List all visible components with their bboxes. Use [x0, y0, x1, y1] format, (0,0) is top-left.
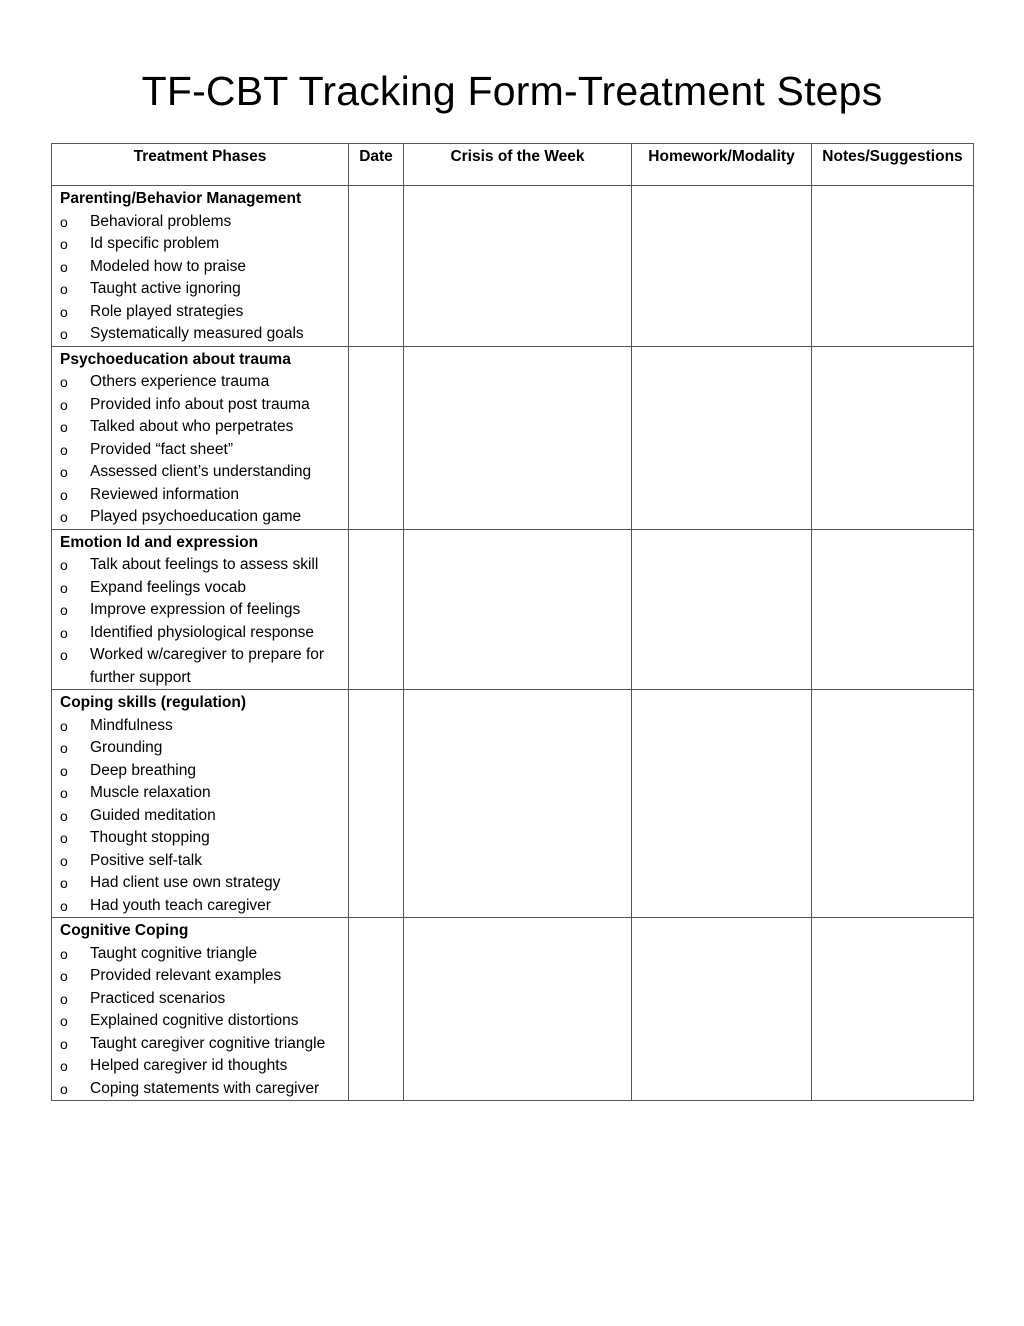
phase-heading: Emotion Id and expression [60, 533, 259, 551]
step-label: Talk about feelings to assess skill [90, 556, 319, 573]
list-item [60, 737, 348, 760]
list-item [60, 211, 348, 234]
checkbox-bullet-icon: o [60, 897, 68, 914]
list-item [60, 278, 348, 301]
column-header-notes-suggestions: Notes/Suggestions [812, 144, 974, 186]
list-item [60, 1078, 348, 1101]
table-row [52, 346, 974, 529]
phase-heading: Cognitive Coping [60, 922, 189, 939]
step-label: Guided meditation [90, 806, 216, 824]
column-header-treatment-phases: Treatment Phases [52, 144, 349, 186]
list-item [60, 872, 348, 895]
treatment-phase-cell [52, 690, 349, 918]
list-item [60, 256, 348, 279]
checkbox-bullet-icon: o [60, 1080, 68, 1097]
step-label: Coping statements with caregiver [90, 1079, 320, 1097]
step-label: Talked about who perpetrates [90, 418, 294, 435]
list-item [60, 895, 348, 918]
checkbox-bullet-icon: o [60, 1013, 68, 1029]
phase-step-list [60, 554, 348, 689]
list-item [60, 394, 348, 417]
phase-step-list [60, 371, 348, 529]
notes-suggestions-cell[interactable] [812, 690, 974, 918]
header-row [52, 144, 974, 186]
step-label: Helped caregiver id thoughts [90, 1057, 288, 1074]
homework-modality-cell[interactable] [632, 690, 812, 918]
checkbox-bullet-icon: o [60, 486, 68, 503]
checkbox-bullet-icon: o [60, 852, 68, 869]
checkbox-bullet-icon: o [60, 258, 68, 275]
step-label: Thought stopping [90, 829, 210, 846]
step-label: Others experience trauma [90, 373, 270, 390]
checkbox-bullet-icon: o [60, 762, 68, 779]
phase-step-list [60, 715, 348, 918]
step-label: Taught active ignoring [90, 280, 241, 297]
list-item [60, 805, 348, 828]
list-item [60, 599, 348, 622]
list-item [60, 461, 348, 484]
column-header-homework-modality: Homework/Modality [632, 144, 812, 186]
notes-suggestions-cell[interactable] [812, 186, 974, 347]
date-cell[interactable] [349, 690, 404, 918]
list-item [60, 965, 348, 988]
checkbox-bullet-icon: o [60, 945, 68, 962]
treatment-phase-cell [52, 918, 349, 1101]
step-label: Assessed client’s understanding [90, 463, 312, 480]
phase-heading: Parenting/Behavior Management [60, 190, 302, 207]
step-label: Had client use own strategy [90, 874, 281, 891]
table-row [52, 690, 974, 918]
checkbox-bullet-icon: o [60, 396, 68, 413]
homework-modality-cell[interactable] [632, 918, 812, 1101]
step-label: Id specific problem [90, 235, 220, 252]
step-label: Taught caregiver cognitive triangle [90, 1034, 326, 1052]
step-label: Positive self-talk [90, 851, 202, 869]
treatment-phase-cell [52, 529, 349, 690]
checkbox-bullet-icon: o [60, 419, 68, 435]
checkbox-bullet-icon: o [60, 1035, 68, 1052]
checkbox-bullet-icon: o [60, 647, 68, 663]
crisis-of-the-week-cell[interactable] [404, 186, 632, 347]
step-label: Provided “fact sheet” [90, 440, 234, 458]
step-label: Had youth teach caregiver [90, 896, 271, 914]
step-label: Improve expression of feelings [90, 601, 301, 618]
checkbox-bullet-icon: o [60, 236, 68, 252]
list-item [60, 371, 348, 394]
checkbox-bullet-icon: o [60, 213, 68, 230]
step-label: Practiced scenarios [90, 989, 226, 1007]
checkbox-bullet-icon: o [60, 557, 68, 573]
step-label: Identified physiological response [90, 623, 315, 641]
checkbox-bullet-icon: o [60, 509, 68, 525]
list-item [60, 1033, 348, 1056]
list-item [60, 439, 348, 462]
crisis-of-the-week-cell[interactable] [404, 918, 632, 1101]
step-label: Behavioral problems [90, 212, 232, 230]
checkbox-bullet-icon: o [60, 624, 68, 641]
homework-modality-cell[interactable] [632, 529, 812, 690]
list-item [60, 1055, 348, 1078]
list-item [60, 644, 348, 689]
table-row [52, 918, 974, 1101]
notes-suggestions-cell[interactable] [812, 529, 974, 690]
page-title: TF-CBT Tracking Form-Treatment Steps [141, 68, 883, 114]
step-label: Systematically measured goals [90, 325, 304, 342]
checkbox-bullet-icon: o [60, 579, 68, 596]
list-item [60, 782, 348, 805]
checkbox-bullet-icon: o [60, 968, 68, 984]
step-label: Reviewed information [90, 485, 240, 503]
checkbox-bullet-icon: o [60, 740, 68, 756]
list-item [60, 622, 348, 645]
date-cell[interactable] [349, 529, 404, 690]
checkbox-bullet-icon: o [60, 1058, 68, 1074]
step-label: Provided info about post trauma [90, 395, 310, 413]
homework-modality-cell[interactable] [632, 186, 812, 347]
list-item [60, 1010, 348, 1033]
checkbox-bullet-icon: o [60, 602, 68, 618]
notes-suggestions-cell[interactable] [812, 346, 974, 529]
phase-step-list [60, 943, 348, 1101]
list-item [60, 484, 348, 507]
step-label: Played psychoeducation game [90, 508, 302, 525]
checkbox-bullet-icon: o [60, 785, 68, 801]
phase-step-list [60, 211, 348, 346]
column-header-date: Date [349, 144, 404, 186]
step-label: Grounding [90, 739, 163, 756]
crisis-of-the-week-cell[interactable] [404, 529, 632, 690]
table-body [52, 186, 974, 1101]
checkbox-bullet-icon: o [60, 875, 68, 891]
list-item [60, 554, 348, 577]
list-item [60, 943, 348, 966]
checkbox-bullet-icon: o [60, 990, 68, 1007]
checkbox-bullet-icon: o [60, 281, 68, 297]
step-label: Muscle relaxation [90, 784, 211, 801]
checkbox-bullet-icon: o [60, 326, 68, 342]
table-row [52, 186, 974, 347]
tracking-table [51, 143, 974, 1101]
step-label: Provided relevant examples [90, 967, 282, 984]
checkbox-bullet-icon: o [60, 374, 68, 390]
list-item [60, 301, 348, 324]
treatment-phase-cell [52, 186, 349, 347]
list-item [60, 233, 348, 256]
list-item [60, 577, 348, 600]
step-label: Worked w/caregiver to prepare for further support [90, 646, 325, 686]
step-label: Modeled how to praise [90, 257, 246, 275]
notes-suggestions-cell[interactable] [812, 918, 974, 1101]
step-label: Mindfulness [90, 716, 173, 734]
list-item [60, 827, 348, 850]
checkbox-bullet-icon: o [60, 464, 68, 480]
date-cell[interactable] [349, 186, 404, 347]
step-label: Role played strategies [90, 302, 244, 320]
checkbox-bullet-icon: o [60, 717, 68, 734]
homework-modality-cell[interactable] [632, 346, 812, 529]
list-item [60, 715, 348, 738]
phase-heading: Coping skills (regulation) [60, 694, 247, 711]
step-label: Deep breathing [90, 761, 196, 779]
list-item [60, 988, 348, 1011]
list-item [60, 506, 348, 529]
list-item [60, 760, 348, 783]
checkbox-bullet-icon: o [60, 807, 68, 824]
date-cell[interactable] [349, 346, 404, 529]
checkbox-bullet-icon: o [60, 303, 68, 320]
step-label: Explained cognitive distortions [90, 1012, 299, 1029]
list-item [60, 850, 348, 873]
date-cell[interactable] [349, 918, 404, 1101]
checkbox-bullet-icon: o [60, 441, 68, 458]
step-label: Expand feelings vocab [90, 578, 246, 596]
phase-heading: Psychoeducation about trauma [60, 350, 291, 368]
step-label: Taught cognitive triangle [90, 944, 258, 962]
checkbox-bullet-icon: o [60, 830, 68, 846]
list-item [60, 416, 348, 439]
table-row [52, 529, 974, 690]
list-item [60, 323, 348, 346]
crisis-of-the-week-cell[interactable] [404, 346, 632, 529]
treatment-phase-cell [52, 346, 349, 529]
crisis-of-the-week-cell[interactable] [404, 690, 632, 918]
column-header-crisis-of-the-week: Crisis of the Week [404, 144, 632, 186]
